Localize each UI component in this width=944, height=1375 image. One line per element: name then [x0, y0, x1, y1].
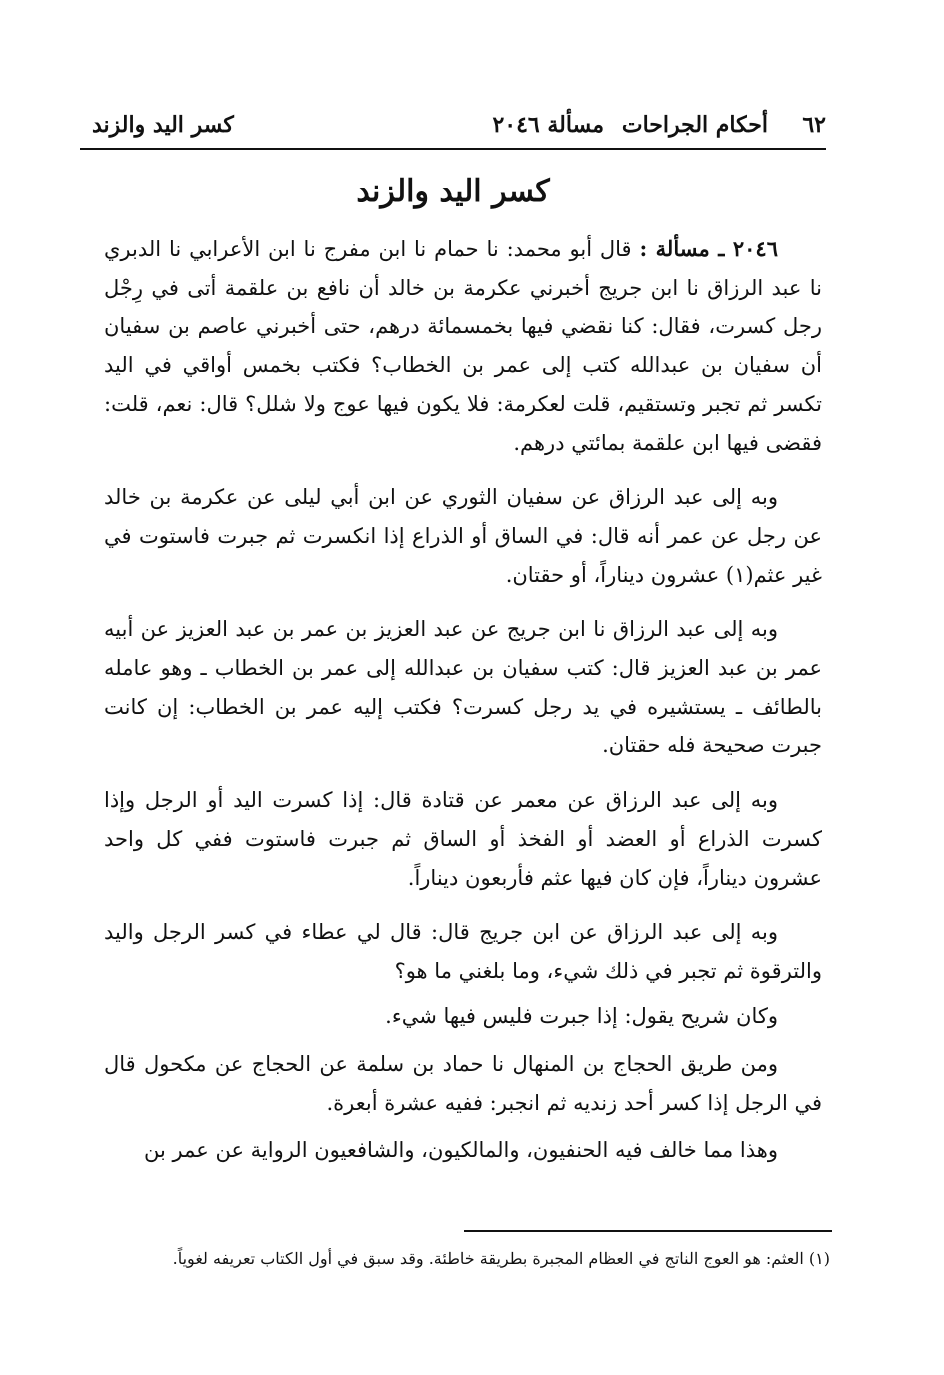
paragraph-7: ومن طريق الحجاج بن المنهال نا حماد بن سلمة عن الحجاج عن مكحول قال في الرجل إذا كسر أحد زنديه ثم انجبر: ففيه عشرة أبعرة. — [104, 1052, 822, 1116]
paragraph-1-text: قال أبو محمد: نا حمام نا ابن مفرج نا ابن الأعرابي نا الدبري نا عبد الرزاق نا ابن جريج أخبرني عكرمة بن خالد أن نافع بن علقمة أتى في رِجْل رجل كسرت، فقال: كنا نقضي فيها بخمسمائة درهم، حتى أخبرني عاصم بن سفيان أن سفيان بن عبدالله كتب إلى عمر بن الخطاب؟ فكتب بخمس أواقي في اليد تكسر ثم تجبر وتستقيم، قلت لعكرمة: فلا يكون فيها عوج ولا شلل؟ قال: نعم، قلت: فقضى فيها ابن علقمة بمائتي درهم. — [104, 237, 822, 455]
paragraph-6: وكان شريح يقول: إذا جبرت فليس فيها شيء. — [385, 1003, 778, 1028]
paragraph-4: وبه إلى عبد الرزاق عن معمر عن قتادة قال: إذا كسرت اليد أو الرجل وإذا كسرت الذراع أو العضد أو الفخذ أو الساق ثم جبرت فاستوت ففي كل واحد عشرون ديناراً، فإن كان فيها عثم فأربعون ديناراً. — [104, 788, 822, 890]
book-title: أحكام الجراحات — [621, 112, 768, 138]
paragraph-5: وبه إلى عبد الرزاق عن ابن جريج قال: قال لي عطاء في كسر الرجل واليد والترقوة ثم تجبر في ذلك شيء، وما بلغني ما هو؟ — [104, 920, 822, 983]
page-number: ٦٢ — [802, 112, 826, 138]
issue-number: ٢٠٤٦ ـ مسألة : — [639, 236, 778, 261]
footnote-divider — [464, 1230, 832, 1232]
body-text — [104, 230, 822, 1169]
chapter-heading: كسر اليد والزند — [356, 174, 550, 209]
paragraph-2: وبه إلى عبد الرزاق عن سفيان الثوري عن ابن أبي ليلى عن عكرمة بن خالد عن رجل عن عمر أنه قال: في الساق أو الذراع إذا انكسرت ثم جبرت فاستوت في غير عثم(١) عشرون ديناراً، أو حقتان. — [104, 485, 822, 587]
running-chapter-title: كسر اليد والزند — [92, 112, 234, 138]
paragraph-3: وبه إلى عبد الرزاق نا ابن جريج عن عبد العزيز بن عمر بن عبد العزيز عن أبيه عمر بن عبد العزيز قال: كتب سفيان بن عبدالله إلى عمر بن الخطاب ـ وهو عامله بالطائف ـ يستشيره في يد رجل كسرت؟ فكتب إليه عمر بن الخطاب: إن كانت جبرت صحيحة فله حقتان. — [104, 617, 822, 758]
paragraph-8: وهذا مما خالف فيه الحنفيون، والمالكيون، والشافعيون الرواية عن عمر بن — [144, 1137, 778, 1162]
header-divider — [80, 148, 826, 150]
running-header — [80, 112, 826, 148]
paragraph-1 — [104, 230, 822, 462]
footnote: (١) العثم: هو العوج الناتج في العظام المجبرة بطريقة خاطئة. وقد سبق في أول الكتاب تعريفه لغوياً. — [172, 1249, 830, 1268]
issue-label: مسألة ٢٠٤٦ — [492, 112, 604, 138]
